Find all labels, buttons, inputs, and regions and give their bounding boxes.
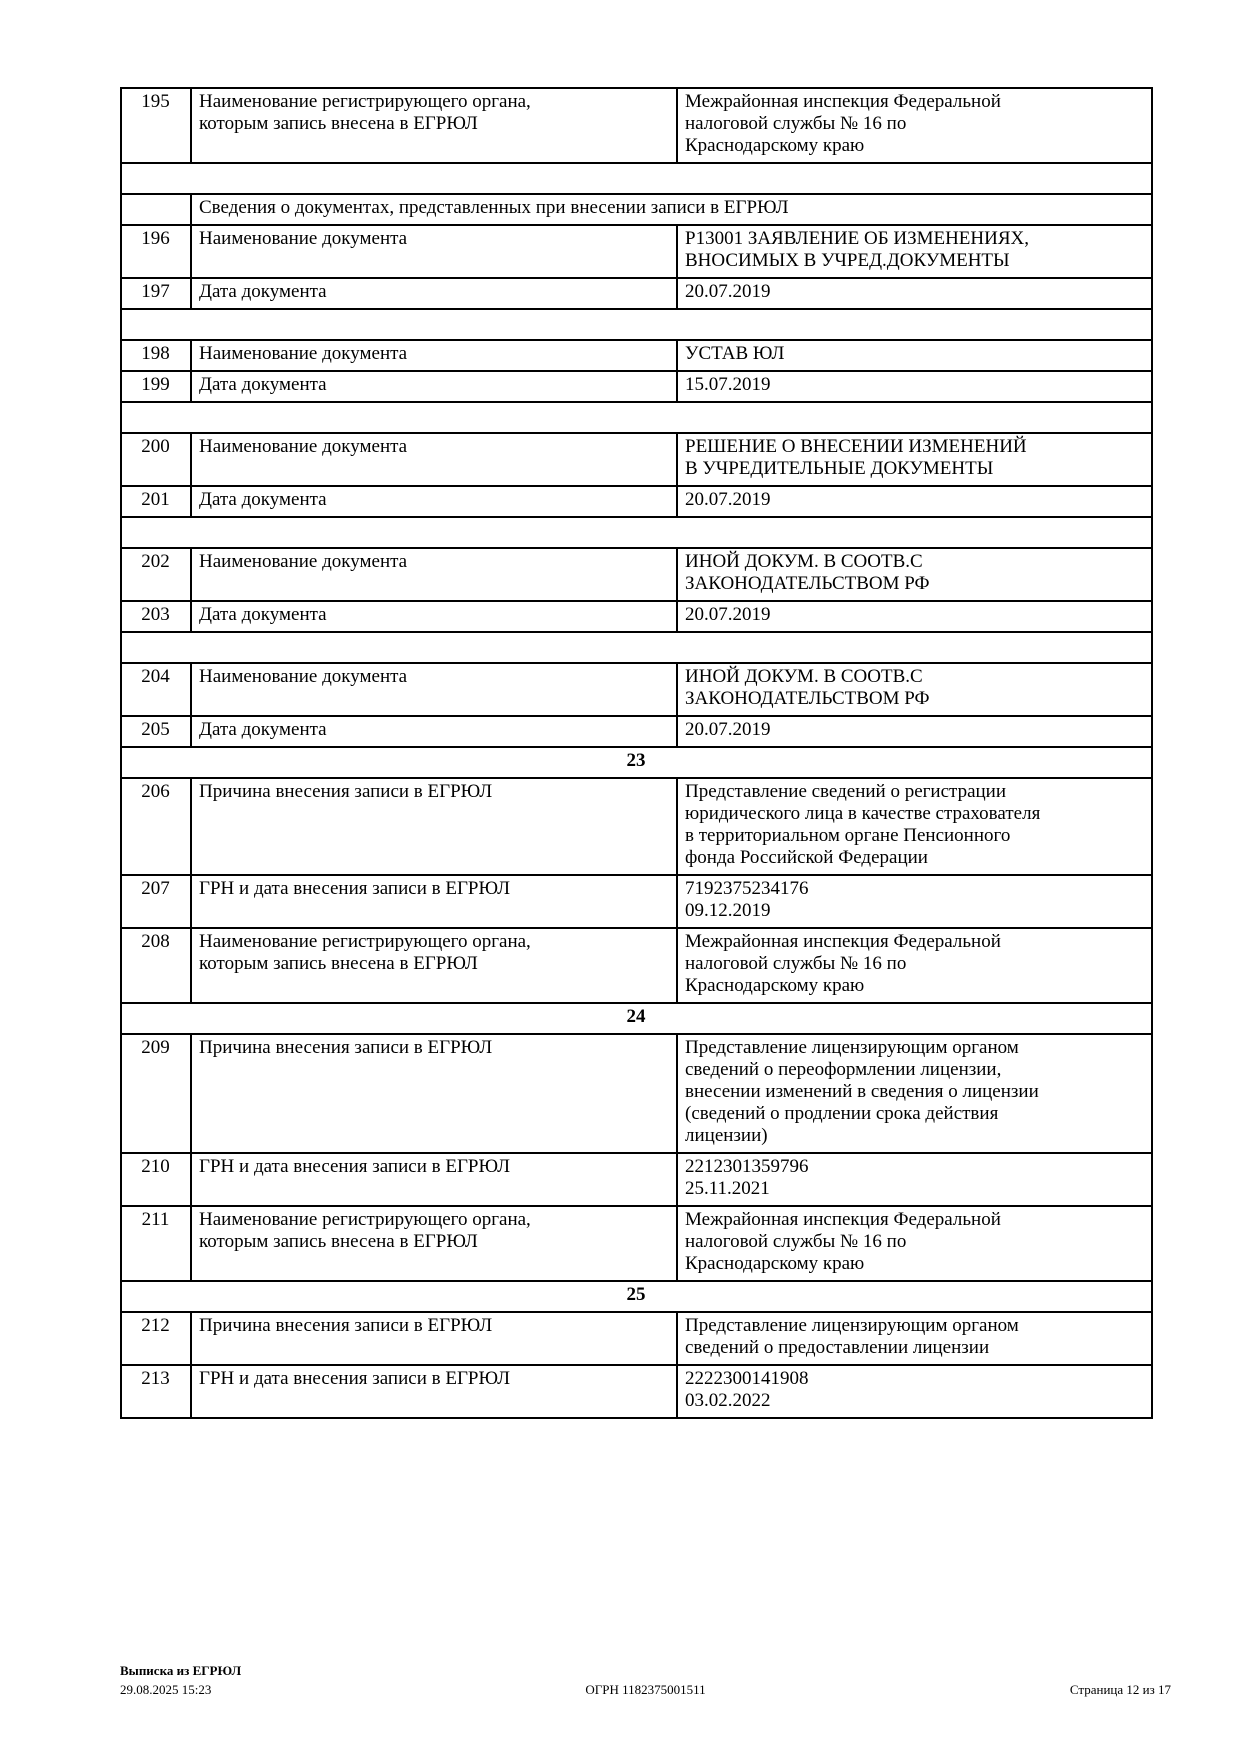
row-number-cell: 212 [121, 1312, 191, 1365]
egrul-records-table-wrap [120, 87, 1151, 1419]
field-value-cell: 2222300141908 03.02.2022 [677, 1365, 1152, 1418]
row-number-cell: 209 [121, 1034, 191, 1153]
table-row [121, 340, 1152, 371]
field-value-cell: Представление лицензирующим органом сведений о переоформлении лицензии, внесении изменений в сведения о лицензии (сведений о продлении срока действия лицензии) [677, 1034, 1152, 1153]
table-row [121, 1003, 1152, 1034]
field-value-cell: 2212301359796 25.11.2021 [677, 1153, 1152, 1206]
table-row [121, 486, 1152, 517]
field-name-cell: Наименование регистрирующего органа, которым запись внесена в ЕГРЮЛ [191, 928, 677, 1003]
row-number-cell: 198 [121, 340, 191, 371]
field-name-cell: Дата документа [191, 278, 677, 309]
field-name-cell: Наименование регистрирующего органа, которым запись внесена в ЕГРЮЛ [191, 88, 677, 163]
egrul-records-table [120, 87, 1153, 1419]
table-row [121, 632, 1152, 663]
field-name-cell: Дата документа [191, 716, 677, 747]
table-row [121, 278, 1152, 309]
spacer-row-cell [121, 402, 1152, 433]
field-name-cell: Причина внесения записи в ЕГРЮЛ [191, 1312, 677, 1365]
row-number-cell: 213 [121, 1365, 191, 1418]
table-row [121, 194, 1152, 225]
table-row [121, 1206, 1152, 1281]
table-row [121, 225, 1152, 278]
footer-datetime: 29.08.2025 15:23 [120, 1682, 212, 1697]
field-value-cell: 20.07.2019 [677, 716, 1152, 747]
spacer-row-cell [121, 517, 1152, 548]
field-value-cell: Р13001 ЗАЯВЛЕНИЕ ОБ ИЗМЕНЕНИЯХ, ВНОСИМЫХ В УЧРЕД.ДОКУМЕНТЫ [677, 225, 1152, 278]
table-row [121, 778, 1152, 875]
row-number-cell: 202 [121, 548, 191, 601]
footer-page-indicator: Страница 12 из 17 [1069, 1682, 1171, 1697]
table-row [121, 433, 1152, 486]
row-number-cell: 195 [121, 88, 191, 163]
field-name-cell: Дата документа [191, 601, 677, 632]
field-value-cell: ИНОЙ ДОКУМ. В СООТВ.С ЗАКОНОДАТЕЛЬСТВОМ РФ [677, 663, 1152, 716]
field-value-cell: 20.07.2019 [677, 601, 1152, 632]
table-row [121, 1281, 1152, 1312]
row-number-cell: 199 [121, 371, 191, 402]
table-row [121, 309, 1152, 340]
field-value-cell: Представление сведений о регистрации юридического лица в качестве страхователя в территориальном органе Пенсионного фонда Российской Федерации [677, 778, 1152, 875]
section-number-cell: 24 [121, 1003, 1152, 1034]
row-number-cell: 203 [121, 601, 191, 632]
field-name-cell: Наименование документа [191, 548, 677, 601]
table-row [121, 88, 1152, 163]
field-name-cell: Наименование документа [191, 340, 677, 371]
table-row [121, 747, 1152, 778]
table-row [121, 663, 1152, 716]
field-name-cell: Наименование регистрирующего органа, которым запись внесена в ЕГРЮЛ [191, 1206, 677, 1281]
field-name-cell: Дата документа [191, 486, 677, 517]
row-number-cell: 211 [121, 1206, 191, 1281]
footer-ogrn: ОГРН 1182375001511 [585, 1682, 706, 1697]
table-row [121, 1153, 1152, 1206]
table-row [121, 548, 1152, 601]
table-row [121, 402, 1152, 433]
footer-doc-title: Выписка из ЕГРЮЛ [120, 1663, 242, 1678]
table-row [121, 1312, 1152, 1365]
field-value-cell: 20.07.2019 [677, 486, 1152, 517]
field-name-cell: Дата документа [191, 371, 677, 402]
field-name-cell: Наименование документа [191, 225, 677, 278]
field-value-cell: ИНОЙ ДОКУМ. В СООТВ.С ЗАКОНОДАТЕЛЬСТВОМ РФ [677, 548, 1152, 601]
row-number-cell: 196 [121, 225, 191, 278]
row-number-cell [121, 194, 191, 225]
table-row [121, 163, 1152, 194]
section-number-cell: 25 [121, 1281, 1152, 1312]
row-number-cell: 204 [121, 663, 191, 716]
field-name-cell: Наименование документа [191, 433, 677, 486]
table-row [121, 875, 1152, 928]
row-number-cell: 197 [121, 278, 191, 309]
field-value-cell: 20.07.2019 [677, 278, 1152, 309]
field-name-cell: Причина внесения записи в ЕГРЮЛ [191, 778, 677, 875]
row-number-cell: 201 [121, 486, 191, 517]
row-number-cell: 200 [121, 433, 191, 486]
field-value-cell: 15.07.2019 [677, 371, 1152, 402]
field-name-cell: ГРН и дата внесения записи в ЕГРЮЛ [191, 875, 677, 928]
section-number-cell: 23 [121, 747, 1152, 778]
spacer-row-cell [121, 163, 1152, 194]
row-number-cell: 207 [121, 875, 191, 928]
row-number-cell: 205 [121, 716, 191, 747]
table-row [121, 1365, 1152, 1418]
table-row [121, 928, 1152, 1003]
table-row [121, 517, 1152, 548]
table-row [121, 371, 1152, 402]
field-name-cell: ГРН и дата внесения записи в ЕГРЮЛ [191, 1365, 677, 1418]
table-row [121, 601, 1152, 632]
field-value-cell: Представление лицензирующим органом сведений о предоставлении лицензии [677, 1312, 1152, 1365]
table-row [121, 716, 1152, 747]
group-header-cell: Сведения о документах, представленных при внесении записи в ЕГРЮЛ [191, 194, 1152, 225]
field-value-cell: Межрайонная инспекция Федеральной налоговой службы № 16 по Краснодарскому краю [677, 928, 1152, 1003]
field-value-cell: Межрайонная инспекция Федеральной налоговой службы № 16 по Краснодарскому краю [677, 1206, 1152, 1281]
row-number-cell: 208 [121, 928, 191, 1003]
spacer-row-cell [121, 632, 1152, 663]
spacer-row-cell [121, 309, 1152, 340]
field-name-cell: Наименование документа [191, 663, 677, 716]
row-number-cell: 206 [121, 778, 191, 875]
field-value-cell: УСТАВ ЮЛ [677, 340, 1152, 371]
field-name-cell: ГРН и дата внесения записи в ЕГРЮЛ [191, 1153, 677, 1206]
field-value-cell: 7192375234176 09.12.2019 [677, 875, 1152, 928]
row-number-cell: 210 [121, 1153, 191, 1206]
table-row [121, 1034, 1152, 1153]
field-name-cell: Причина внесения записи в ЕГРЮЛ [191, 1034, 677, 1153]
page-footer [120, 1661, 1171, 1699]
field-value-cell: РЕШЕНИЕ О ВНЕСЕНИИ ИЗМЕНЕНИЙ В УЧРЕДИТЕЛЬНЫЕ ДОКУМЕНТЫ [677, 433, 1152, 486]
field-value-cell: Межрайонная инспекция Федеральной налоговой службы № 16 по Краснодарскому краю [677, 88, 1152, 163]
footer-left-block [120, 1661, 420, 1699]
